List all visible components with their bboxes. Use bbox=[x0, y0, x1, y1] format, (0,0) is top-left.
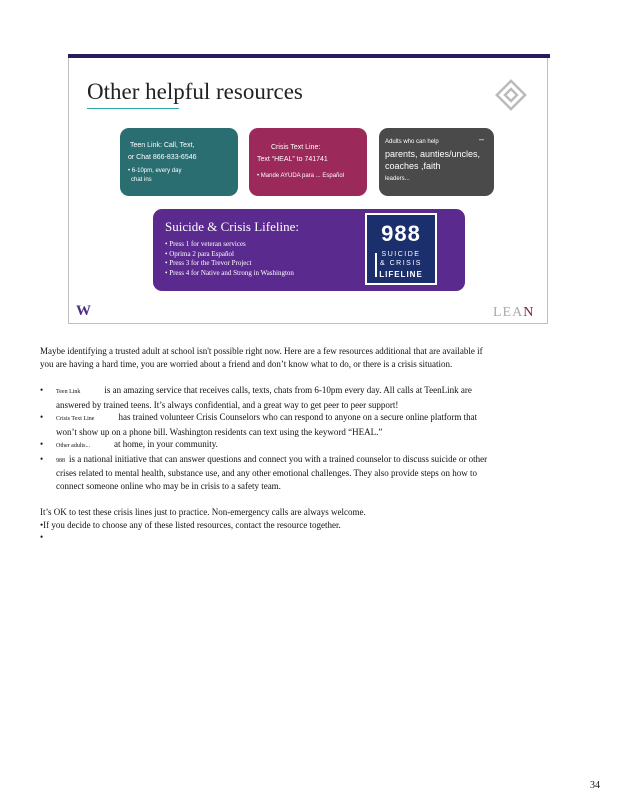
teen-link-line4: chat ins bbox=[131, 177, 152, 183]
resource-label: Teen Link bbox=[56, 389, 81, 395]
speaker-notes bbox=[40, 345, 490, 544]
diamond-logo-icon bbox=[493, 77, 529, 113]
uw-logo: W bbox=[76, 303, 91, 319]
notes-closing-1: It’s OK to test these crisis lines just to practice. Non-emergency calls are always welcome. bbox=[40, 507, 366, 517]
adults-line3: coaches ,faith bbox=[385, 161, 441, 171]
resource-text: is a national initiative that can answer questions and connect you with a trained counselor to discuss suicide or other crises related to mental health, substance use, and any other emotional challenges. They also provide steps on how to connect someone online who may be in crisis to a safety team. bbox=[56, 453, 488, 491]
lean-logo-n: N bbox=[523, 305, 535, 320]
teen-link-line2: or Chat 866-833-6546 bbox=[128, 154, 197, 161]
badge-number: 988 bbox=[381, 221, 421, 246]
adults-line4: leaders... bbox=[385, 176, 410, 182]
crisis-text-line2: Text “HEAL” to 741741 bbox=[257, 156, 328, 163]
lifeline-title: Suicide & Crisis Lifeline: bbox=[165, 219, 299, 234]
teen-link-line1: Teen Link: Call, Text, bbox=[130, 142, 195, 149]
resource-item bbox=[40, 453, 490, 493]
lifeline-option: • Press 1 for veteran services bbox=[165, 240, 246, 248]
lifeline-option: • Press 3 for the Trevor Project bbox=[165, 259, 252, 267]
badge-line2: & CRISIS bbox=[380, 260, 422, 267]
lifeline-card bbox=[153, 209, 465, 291]
resource-item bbox=[40, 438, 490, 453]
adults-line1: Adults who can help bbox=[385, 139, 439, 145]
slide-top-bar bbox=[68, 54, 550, 58]
adults-line2: parents, aunties/uncles, bbox=[385, 149, 481, 159]
crisis-text-line1: Crisis Text Line: bbox=[271, 144, 321, 151]
notes-closing-2: •If you decide to choose any of these listed resources, contact the resource together. bbox=[40, 519, 341, 530]
bullet-icon: • bbox=[40, 453, 44, 464]
teen-link-line3: • 6-10pm, every day bbox=[128, 168, 182, 174]
bullet-icon: • bbox=[40, 412, 44, 422]
teen-link-card bbox=[120, 128, 238, 196]
crisis-text-line3: • Mande AYUDA para ... Español bbox=[257, 173, 345, 179]
crisis-text-card bbox=[249, 128, 367, 196]
resource-item bbox=[40, 411, 490, 438]
bullet-icon: • bbox=[40, 439, 44, 449]
resource-item bbox=[40, 384, 490, 411]
resource-text: at home, in your community. bbox=[114, 439, 218, 449]
resource-label: Crisis Text Line bbox=[56, 416, 95, 422]
notes-closing-3: • bbox=[40, 532, 44, 542]
badge-line3: LIFELINE bbox=[379, 270, 423, 279]
lifeline-option: • Oprima 2 para Español bbox=[165, 249, 234, 258]
lifeline-options-list bbox=[165, 240, 294, 278]
adults-card bbox=[379, 128, 494, 196]
slide-thumbnail bbox=[68, 54, 548, 324]
lean-logo-text: LEA bbox=[493, 305, 524, 320]
title-underline bbox=[87, 108, 179, 109]
resource-label: 988 bbox=[56, 457, 65, 464]
notes-intro: Maybe identifying a trusted adult at school isn't possible right now. Here are a few resources additional that are available if you are having a hard time, you are worried about a friend and don’t know what to do, or there is a crisis situation. bbox=[40, 346, 483, 369]
resource-text: has trained volunteer Crisis Counselors who can respond to anyone on a secure online platform that won’t show up on a phone bill. Washington residents can text using the keyword “HEAL.” bbox=[56, 412, 478, 437]
badge-line1: SUICIDE bbox=[381, 251, 421, 258]
slide-title: Other helpful resources bbox=[87, 79, 303, 104]
bullet-icon: • bbox=[40, 385, 44, 395]
page-number: 34 bbox=[590, 780, 600, 791]
resource-label: Other adults... bbox=[56, 443, 90, 449]
resource-list bbox=[40, 384, 490, 492]
lifeline-option: • Press 4 for Native and Strong in Washington bbox=[165, 268, 294, 277]
lean-logo bbox=[493, 305, 534, 321]
988-badge-logo bbox=[365, 213, 437, 285]
resource-text: is an amazing service that receives calls, texts, chats from 6-10pm every day. All calls at TeenLink are answered by trained teens. It’s always confidential, and a great way to get peer to peer support! bbox=[56, 385, 472, 410]
adults-dash: – bbox=[479, 134, 485, 144]
